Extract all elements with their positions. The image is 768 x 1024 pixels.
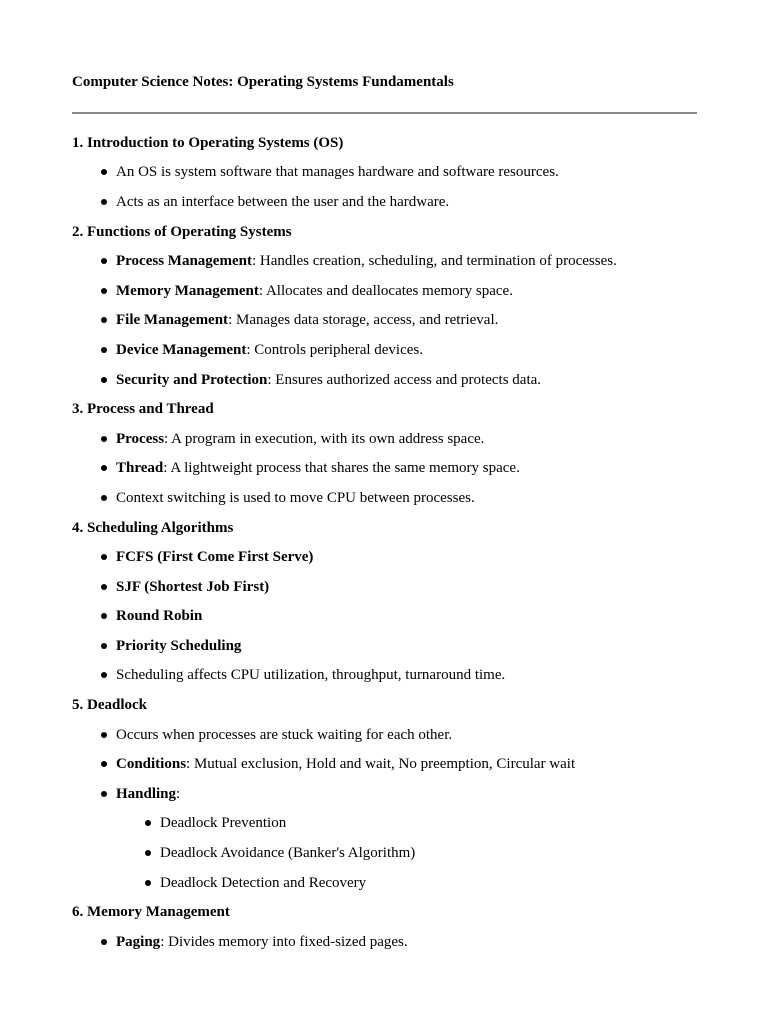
- bullet-icon: [101, 613, 107, 619]
- item-term: File Management: [116, 312, 229, 329]
- list-item: [72, 631, 697, 661]
- section-heading: 4. Scheduling Algorithms: [72, 519, 234, 536]
- item-text: : Divides memory into fixed-sized pages.: [160, 933, 408, 950]
- bullet-icon: [101, 347, 107, 353]
- item-text: Context switching is used to move CPU between processes.: [116, 489, 475, 506]
- bullet-icon: [101, 672, 107, 678]
- bullet-icon: [101, 643, 107, 649]
- bullet-icon: [101, 288, 107, 294]
- list-item: [72, 483, 697, 513]
- item-term: Paging: [116, 933, 161, 950]
- list-item: [72, 572, 697, 602]
- bullet-icon: [101, 199, 107, 205]
- item-text: :: [176, 785, 181, 802]
- item-term: Memory Management: [116, 282, 259, 299]
- sub-list-item: [72, 838, 697, 868]
- section-heading: 3. Process and Thread: [72, 401, 214, 418]
- bullet-icon: [101, 258, 107, 264]
- bullet-icon: [101, 465, 107, 471]
- item-text: : Controls peripheral devices.: [246, 341, 423, 358]
- list-item: [72, 542, 697, 572]
- item-term: Device Management: [116, 341, 247, 358]
- bullet-icon: [101, 377, 107, 383]
- list-item: [72, 927, 697, 957]
- section-heading: 2. Functions of Operating Systems: [72, 223, 292, 240]
- item-term: Security and Protection: [116, 371, 268, 388]
- list-item: [72, 276, 697, 306]
- list-item: [72, 158, 697, 188]
- sub-list-item: [72, 809, 697, 839]
- list-item: [72, 779, 697, 809]
- item-text: Scheduling affects CPU utilization, throughput, turnaround time.: [116, 667, 506, 684]
- list-item: [72, 602, 697, 632]
- bullet-icon: [101, 584, 107, 590]
- item-text: An OS is system software that manages hardware and software resources.: [116, 164, 559, 181]
- item-term: Handling: [116, 785, 177, 802]
- list-item: [72, 720, 697, 750]
- bullet-icon: [101, 495, 107, 501]
- list-item: [72, 187, 697, 217]
- list-item: [72, 749, 697, 779]
- item-text: Occurs when processes are stuck waiting for each other.: [116, 726, 453, 743]
- item-text: : Handles creation, scheduling, and termination of processes.: [251, 253, 617, 270]
- document-body: [72, 128, 697, 957]
- bullet-icon: [101, 939, 107, 945]
- sub-list-item: [72, 868, 697, 898]
- item-term: SJF (Shortest Job First): [116, 578, 270, 595]
- item-term: Priority Scheduling: [116, 637, 242, 654]
- bullet-icon: [101, 317, 107, 323]
- list-item: [72, 365, 697, 395]
- item-term: Process Management: [116, 253, 252, 270]
- list-item: [72, 246, 697, 276]
- bullet-icon: [145, 850, 151, 856]
- bullet-icon: [101, 554, 107, 560]
- list-item: [72, 454, 697, 484]
- section-heading: 1. Introduction to Operating Systems (OS): [72, 134, 344, 151]
- list-item: [72, 424, 697, 454]
- sub-item-text: Deadlock Avoidance (Banker's Algorithm): [160, 845, 416, 862]
- item-text: : Mutual exclusion, Hold and wait, No preemption, Circular wait: [186, 756, 576, 773]
- list-item: [72, 306, 697, 336]
- sub-item-text: Deadlock Detection and Recovery: [160, 874, 367, 891]
- bullet-icon: [145, 820, 151, 826]
- item-term: Conditions: [116, 756, 187, 773]
- item-text: : A program in execution, with its own address space.: [164, 430, 485, 447]
- item-text: : Allocates and deallocates memory space.: [258, 282, 513, 299]
- item-term: FCFS (First Come First Serve): [116, 549, 314, 566]
- item-text: Acts as an interface between the user and the hardware.: [116, 193, 450, 210]
- item-term: Round Robin: [116, 608, 203, 625]
- item-text: : Ensures authorized access and protects data.: [267, 371, 542, 388]
- sub-item-text: Deadlock Prevention: [160, 815, 287, 832]
- section-heading: 6. Memory Management: [72, 904, 230, 921]
- title-divider: [72, 112, 697, 114]
- bullet-icon: [101, 732, 107, 738]
- item-term: Thread: [116, 460, 164, 477]
- bullet-icon: [101, 791, 107, 797]
- bullet-icon: [145, 880, 151, 886]
- bullet-icon: [101, 436, 107, 442]
- item-term: Process: [116, 430, 165, 447]
- list-item: [72, 661, 697, 691]
- page-title: Computer Science Notes: Operating Systems Fundamentals: [72, 74, 454, 90]
- item-text: : Manages data storage, access, and retrieval.: [228, 312, 499, 329]
- item-text: : A lightweight process that shares the same memory space.: [163, 460, 520, 477]
- bullet-icon: [101, 761, 107, 767]
- bullet-icon: [101, 169, 107, 175]
- section-heading: 5. Deadlock: [72, 697, 147, 714]
- list-item: [72, 335, 697, 365]
